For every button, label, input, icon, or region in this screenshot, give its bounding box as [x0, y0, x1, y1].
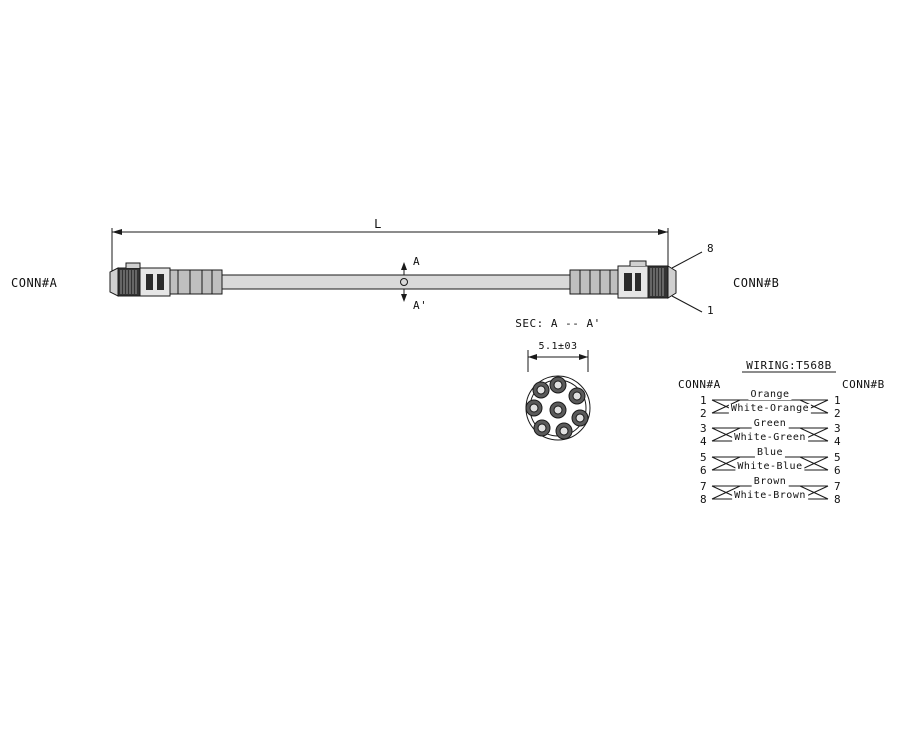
conn-b-label: CONN#B: [733, 276, 780, 290]
cable-jacket: [222, 275, 570, 289]
wiring-pin-a-2: 2: [700, 407, 708, 420]
wiring-pin-b-4: 4: [834, 435, 842, 448]
wire-label-white-blue: White-Blue: [737, 461, 803, 472]
wiring-header-right-label: CONN#B: [842, 378, 885, 391]
section-dimension-label: 5.1±03: [538, 341, 578, 352]
pin-8-callout-label: 8: [707, 242, 715, 255]
section-mark-a-prime-label: A': [413, 299, 428, 312]
wiring-pin-a-8: 8: [700, 493, 708, 506]
wiring-pin-a-5: 5: [700, 451, 708, 464]
length-dimension: [112, 228, 668, 272]
connector-a-plug: [110, 263, 222, 296]
wire-label-brown: Brown: [753, 476, 787, 487]
wiring-pin-b-5: 5: [834, 451, 842, 464]
wiring-pin-a-4: 4: [700, 435, 708, 448]
wire-label-white-green: White-Green: [734, 432, 806, 443]
wiring-pin-b-3: 3: [834, 422, 842, 435]
wiring-pin-a-3: 3: [700, 422, 708, 435]
wiring-pin-b-2: 2: [834, 407, 842, 420]
wiring-pin-b-1: 1: [834, 394, 842, 407]
wire-label-green: Green: [753, 418, 787, 429]
wiring-pin-b-6: 6: [834, 464, 842, 477]
wiring-pin-a-6: 6: [700, 464, 708, 477]
section-title-label: SEC: A -- A': [515, 317, 601, 330]
section-mark-a-label: A: [413, 255, 421, 268]
wiring-title-label: WIRING:T568B: [746, 359, 832, 372]
pin-1-callout-label: 1: [707, 304, 715, 317]
wire-label-blue: Blue: [756, 447, 784, 458]
wire-label-white-orange: White-Orange: [730, 403, 810, 414]
wiring-pin-a-7: 7: [700, 480, 708, 493]
conn-a-label: CONN#A: [11, 276, 58, 290]
wiring-pin-b-8: 8: [834, 493, 842, 506]
wire-label-orange: Orange: [750, 389, 790, 400]
cable-cross-section: [526, 350, 590, 440]
wiring-header-left-label: CONN#A: [678, 378, 721, 391]
length-dimension-label: L: [374, 217, 382, 231]
wiring-pin-a-1: 1: [700, 394, 708, 407]
connector-b-plug: [570, 261, 676, 298]
wiring-pin-b-7: 7: [834, 480, 842, 493]
wire-label-white-brown: White-Brown: [734, 490, 806, 501]
